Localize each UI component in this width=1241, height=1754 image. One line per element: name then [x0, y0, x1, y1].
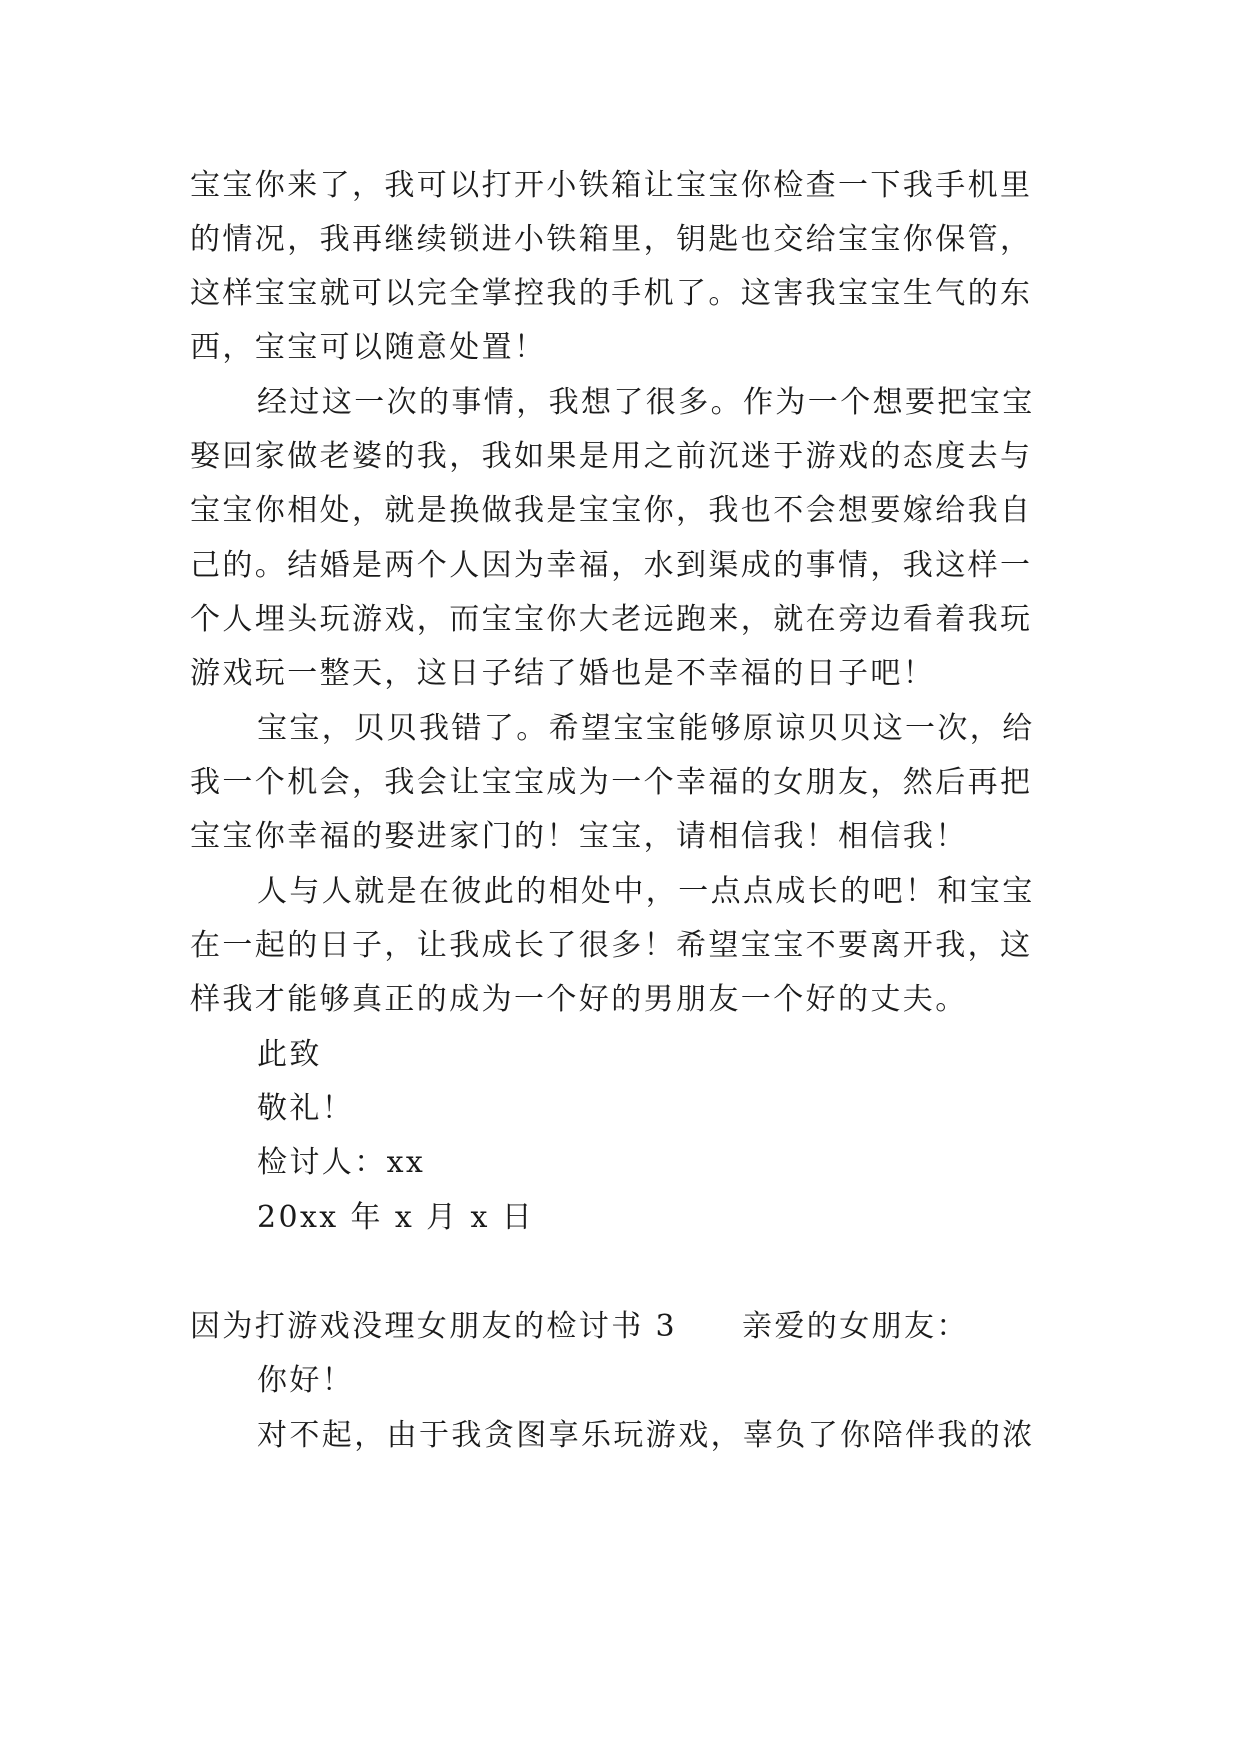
closing-salute-2: 敬礼！ [257, 1091, 355, 1126]
paragraph-line: 西，宝宝可以随意处置！ [190, 330, 547, 365]
closing-salute-1: 此致 [257, 1037, 322, 1072]
paragraph-line: 己的。结婚是两个人因为幸福，水到渠成的事情，我这样一 [190, 548, 1033, 583]
paragraph-line: 人与人就是在彼此的相处中，一点点成长的吧！和宝宝 [257, 874, 1035, 909]
paragraph-line: 这样宝宝就可以完全掌控我的手机了。这害我宝宝生气的东 [190, 276, 1033, 311]
paragraph-line: 宝宝你来了，我可以打开小铁箱让宝宝你检查一下我手机里 [190, 168, 1033, 203]
paragraph-line: 个人埋头玩游戏，而宝宝你大老远跑来，就在旁边看着我玩 [190, 602, 1033, 637]
date-line: 20xx 年 x 月 x 日 [257, 1200, 535, 1235]
paragraph-line: 样我才能够真正的成为一个好的男朋友一个好的丈夫。 [190, 982, 968, 1017]
paragraph-line: 宝宝你幸福的娶进家门的！宝宝，请相信我！相信我！ [190, 819, 968, 854]
paragraph-line: 经过这一次的事情，我想了很多。作为一个想要把宝宝 [257, 385, 1035, 420]
greeting-line: 你好！ [257, 1363, 355, 1398]
signer-line: 检讨人：xx [257, 1145, 426, 1180]
paragraph-line: 游戏玩一整天，这日子结了婚也是不幸福的日子吧！ [190, 656, 936, 691]
paragraph-line: 宝宝你相处，就是换做我是宝宝你，我也不会想要嫁给我自 [190, 493, 1033, 528]
paragraph-line: 宝宝，贝贝我错了。希望宝宝能够原谅贝贝这一次，给 [257, 711, 1035, 746]
paragraph-line: 我一个机会，我会让宝宝成为一个幸福的女朋友，然后再把 [190, 765, 1033, 800]
addressee-line: 亲爱的女朋友： [742, 1309, 969, 1344]
paragraph-line: 的情况，我再继续锁进小铁箱里，钥匙也交给宝宝你保管， [190, 222, 1033, 257]
paragraph-line: 在一起的日子，让我成长了很多！希望宝宝不要离开我，这 [190, 928, 1033, 963]
section-heading: 因为打游戏没理女朋友的检讨书 3 [190, 1309, 678, 1344]
paragraph-line: 娶回家做老婆的我，我如果是用之前沉迷于游戏的态度去与 [190, 439, 1033, 474]
paragraph-line: 对不起，由于我贪图享乐玩游戏，辜负了你陪伴我的浓 [257, 1418, 1035, 1453]
